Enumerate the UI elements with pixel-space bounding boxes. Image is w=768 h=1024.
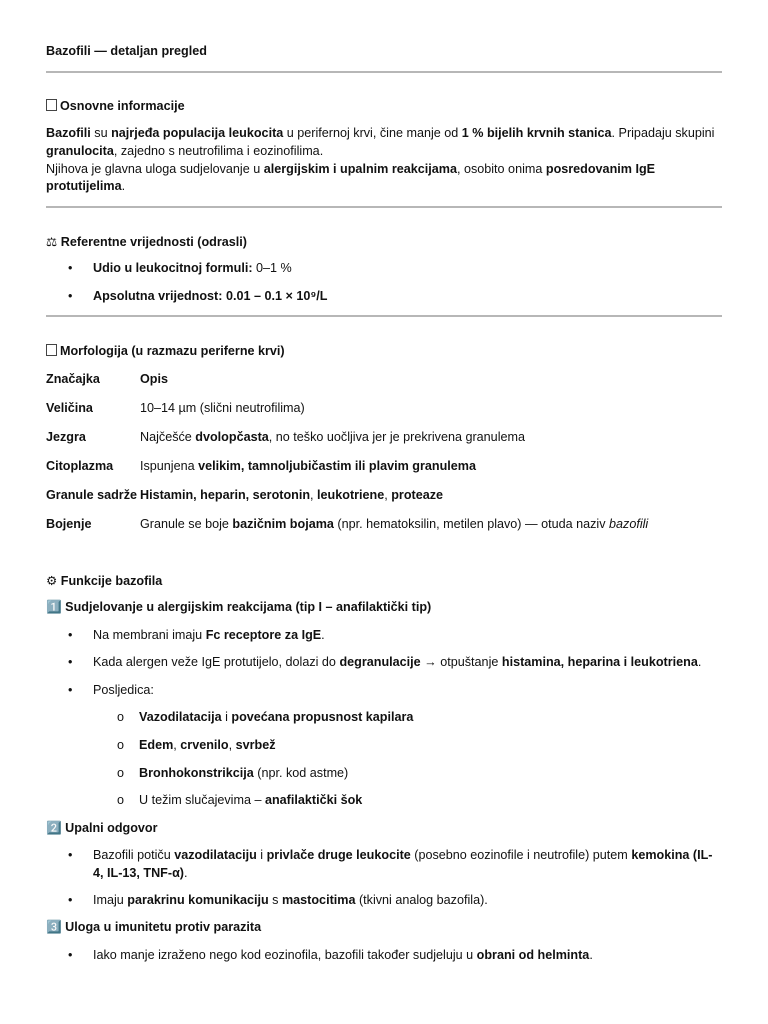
text-run: (tkivni analog bazofila). bbox=[355, 893, 488, 907]
text-run: velikim, tamnoljubičastim ili plavim granulema bbox=[198, 459, 476, 473]
table-cell-value bbox=[140, 401, 305, 415]
bullet-dot: • bbox=[68, 261, 73, 275]
section-heading-functions bbox=[46, 573, 162, 588]
text-run: alergijskim i upalnim reakcijama bbox=[263, 161, 457, 176]
table-header-description: Opis bbox=[140, 372, 168, 386]
text-run: Vazodilatacija bbox=[139, 710, 222, 724]
text-run: Ispunjena bbox=[140, 459, 199, 473]
text-run: parakrinu komunikaciju bbox=[127, 893, 269, 907]
text-run: . bbox=[589, 948, 593, 962]
list-item bbox=[93, 655, 701, 669]
subheading-parasites: 3️⃣ Uloga u imunitetu protiv parazita bbox=[46, 920, 262, 934]
text-run: Kada alergen veže IgE protutijelo, dolazi do bbox=[93, 655, 340, 669]
list-item bbox=[93, 628, 325, 642]
bullet-dot: • bbox=[68, 289, 73, 303]
ratio-value: 0–1 % bbox=[252, 261, 292, 275]
text-run: (npr. hematoksilin, metilen plavo) — otuda naziv bbox=[333, 517, 610, 531]
text-run: Bazofili bbox=[46, 126, 91, 140]
intro-paragraph bbox=[46, 125, 726, 196]
table-cell-key: Bojenje bbox=[46, 517, 92, 531]
list-item-line-1 bbox=[93, 848, 713, 862]
text-run: → otpuštanje bbox=[420, 655, 502, 669]
text-run: 4, IL-13, TNF-α) bbox=[93, 866, 185, 880]
text-run: , zajedno s neutrofilima i eozinofilima. bbox=[113, 143, 324, 158]
nested-bullet: o bbox=[117, 793, 125, 807]
text-run: Na membrani imaju bbox=[93, 628, 206, 642]
divider bbox=[46, 71, 722, 73]
text-run: Posljedica: bbox=[93, 683, 154, 697]
table-cell-value bbox=[140, 517, 648, 531]
table-cell-key: Jezgra bbox=[46, 430, 86, 444]
text-run: posredovanim IgE protutijelima bbox=[46, 161, 656, 194]
text-run: bazičnim bojama bbox=[232, 517, 334, 531]
text-run: vazodilataciju bbox=[174, 848, 257, 862]
text-run: povećana propusnost kapilara bbox=[231, 710, 414, 724]
text-run: Najčešće bbox=[140, 430, 196, 444]
text-run: Edem bbox=[139, 738, 174, 752]
subheading-inflammation: 2️⃣ Upalni odgovor bbox=[46, 821, 158, 835]
text-run: . bbox=[121, 179, 126, 194]
text-run: , bbox=[228, 738, 236, 752]
list-item-line-2 bbox=[93, 866, 188, 880]
divider bbox=[46, 315, 722, 317]
heading-text: Funkcije bazofila bbox=[60, 574, 163, 588]
heading-text: Morfologija (u razmazu periferne krvi) bbox=[60, 344, 285, 358]
list-item bbox=[93, 683, 154, 697]
list-item bbox=[93, 893, 488, 907]
nested-bullet: o bbox=[117, 766, 125, 780]
table-cell-value bbox=[140, 488, 443, 502]
text-run: degranulacije bbox=[339, 655, 421, 669]
text-run: Njihova je glavna uloga sudjelovanje u bbox=[46, 161, 264, 176]
document-title: Bazofili — detaljan pregled bbox=[46, 44, 207, 58]
nested-bullet: o bbox=[117, 738, 125, 752]
text-run: su bbox=[90, 126, 112, 140]
text-run: granulocita bbox=[46, 143, 114, 158]
list-item-ratio bbox=[93, 261, 292, 275]
text-run: proteaze bbox=[391, 488, 444, 502]
list-item bbox=[93, 948, 593, 962]
text-run: leukotriene bbox=[317, 488, 385, 502]
table-cell-key: Veličina bbox=[46, 401, 93, 415]
nested-list-item bbox=[139, 738, 276, 752]
text-run: U težim slučajevima – bbox=[139, 793, 265, 807]
section-heading-basic-info bbox=[46, 99, 185, 113]
nested-bullet: o bbox=[117, 710, 125, 724]
text-run: s bbox=[268, 893, 282, 907]
text-run: dvolopčasta bbox=[195, 430, 269, 444]
text-run: . bbox=[321, 628, 325, 642]
subheading-allergy: 1️⃣ Sudjelovanje u alergijskim reakcijama (tip I – anafilaktički tip) bbox=[46, 600, 432, 614]
text-run: Bazofili potiču bbox=[93, 848, 175, 862]
nested-list-item bbox=[139, 793, 362, 807]
divider bbox=[46, 206, 722, 208]
text-run: u perifernoj krvi, čine manje od bbox=[283, 126, 462, 140]
intro-line-1 bbox=[46, 126, 714, 158]
bullet-dot: • bbox=[68, 683, 73, 697]
text-run: 1 % bijelih krvnih stanica bbox=[461, 126, 612, 140]
text-run: i bbox=[256, 848, 267, 862]
text-run: Granule se boje bbox=[140, 517, 233, 531]
text-run: Fc receptore za IgE bbox=[205, 628, 322, 642]
text-run: mastocitima bbox=[281, 893, 356, 907]
text-run: Imaju bbox=[93, 893, 128, 907]
text-run: . bbox=[184, 866, 188, 880]
ratio-label: Udio u leukocitnoj formuli: bbox=[93, 261, 253, 275]
table-cell-value bbox=[140, 430, 525, 444]
gear-icon: ⚙ bbox=[46, 574, 58, 588]
text-run: bazofili bbox=[609, 517, 649, 531]
table-cell-key: Citoplazma bbox=[46, 459, 114, 473]
text-run: . bbox=[697, 655, 702, 669]
text-run: , no teško uočljiva jer je prekrivena granulema bbox=[268, 430, 525, 444]
text-run: crvenilo bbox=[180, 738, 229, 752]
text-run: (posebno eozinofile i neutrofile) putem bbox=[410, 848, 632, 862]
table-header-feature: Značajka bbox=[46, 372, 100, 386]
nested-list-item bbox=[139, 766, 348, 780]
text-run: Histamin, heparin, serotonin bbox=[140, 488, 311, 502]
text-run: svrbež bbox=[235, 738, 276, 752]
text-run: , bbox=[173, 738, 181, 752]
table-cell-value bbox=[140, 459, 476, 473]
scale-icon: ⚖ bbox=[46, 235, 58, 249]
text-run: i bbox=[221, 710, 232, 724]
bullet-dot: • bbox=[68, 655, 73, 669]
text-run: Iako manje izraženo nego kod eozinofila, bazofili također sudjeluju u bbox=[93, 948, 477, 962]
box-icon bbox=[46, 99, 57, 111]
box-icon bbox=[46, 344, 57, 356]
text-run: privlače druge leukocite bbox=[266, 848, 411, 862]
bullet-dot: • bbox=[68, 848, 73, 862]
list-item-absolute: Apsolutna vrijednost: 0.01 – 0.1 × 10⁹/L bbox=[93, 289, 328, 303]
section-heading-morphology bbox=[46, 344, 285, 358]
text-run: , bbox=[310, 488, 318, 502]
text-run: obrani od helminta bbox=[476, 948, 590, 962]
table-cell-key: Granule sadrže bbox=[46, 488, 137, 502]
text-run: 10–14 µm (slični neutrofilima) bbox=[140, 401, 305, 415]
heading-text: Osnovne informacije bbox=[60, 99, 185, 113]
text-run: najrjeđa populacija leukocita bbox=[111, 126, 284, 140]
text-run: , bbox=[384, 488, 392, 502]
nested-list-item bbox=[139, 710, 413, 724]
text-run: kemokina (IL- bbox=[631, 848, 713, 862]
text-run: (npr. kod astme) bbox=[253, 766, 349, 780]
bullet-dot: • bbox=[68, 893, 73, 907]
text-run: histamina, heparina i leukotriena bbox=[501, 655, 698, 669]
bullet-dot: • bbox=[68, 948, 73, 962]
section-heading-reference-values bbox=[46, 234, 247, 249]
text-run: . Pripadaju skupini bbox=[611, 126, 715, 140]
text-run: anafilaktički šok bbox=[264, 793, 363, 807]
text-run: Bronhokonstrikcija bbox=[139, 766, 254, 780]
bullet-dot: • bbox=[68, 628, 73, 642]
intro-line-2 bbox=[46, 162, 655, 194]
text-run: , osobito onima bbox=[456, 161, 546, 176]
heading-text: Referentne vrijednosti (odrasli) bbox=[60, 235, 247, 249]
